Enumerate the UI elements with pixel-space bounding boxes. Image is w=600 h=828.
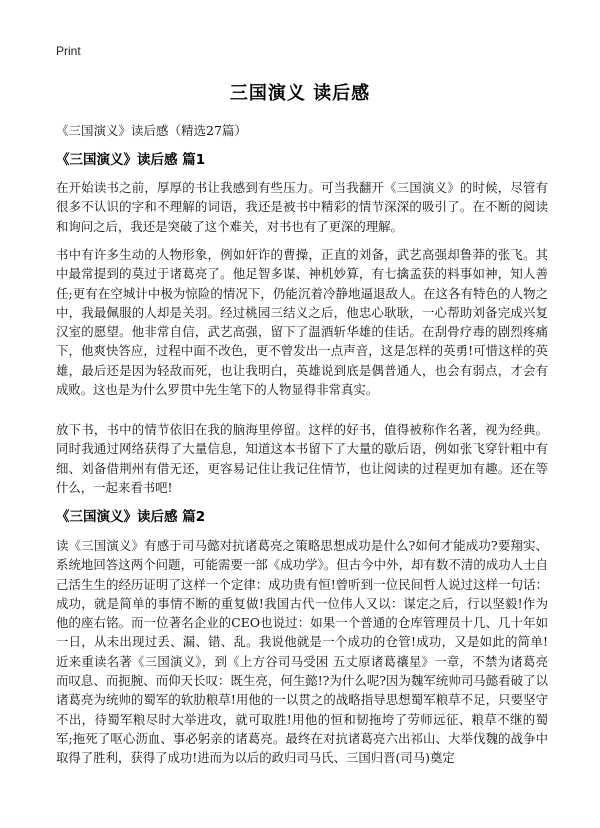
paragraph-1-2: 书中有许多生动的人物形象，例如奸诈的曹操，正直的刘备，武艺高强却鲁莽的张飞。其中最常提到的莫过于诸葛亮了。他足智多谋、神机妙算，有七擒孟获的料事如神，知人善任;更有在空城计中极为惊险的情况下，仍能沉着冷静地逼退敌人。在这各有特色的人物之中，我最佩服的人却是关羽。经过桃园三结义之后，他忠心耿耿，一心帮助刘备完成兴复汉室的愿望。他非常自信，武艺高强，留下了温酒斩华雄的佳话。在刮骨疗毒的剧烈疼痛下，他爽快答应，过程中面不改色，更不曾发出一点声音，这是怎样的英勇!可惜这样的英雄，最后还是因为轻敌而死，也让我明白，英雄说到底是偶普通人，也会有弱点，才会有成败。这也是为什么罗贯中先生笔下的人物显得非常真实。 — [56, 247, 548, 398]
paragraph-1-3: 放下书，书中的情节依旧在我的脑海里停留。这样的好书，值得被称作名著，视为经典。同时我通过网络获得了大量信息，知道这本书留下了大量的歇后语，例如张飞穿针粗中有细、刘备借荆州有借无还，更容易记住让我记住情节，也让阅读的过程更加有趣。还在等什么，一起来看书吧! — [56, 422, 548, 495]
paragraph-1-1: 在开始读书之前，厚厚的书让我感到有些压力。可当我翻开《三国演义》的时候，尽管有很多不认识的字和不理解的词语，我还是被书中精彩的情节深深的吸引了。在不断的阅读和询问之后，我还是突破了这个难关，对书也有了更深的理解。 — [56, 180, 548, 234]
section-heading-1: 《三国演义》读后感 篇1 — [56, 152, 206, 168]
paragraph-2-1: 读《三国演义》有感于司马懿对抗诸葛亮之策略思想成功是什么?如何才能成功?要翔实、系统地回答这两个问题，可能需要一部《成功学》。但古今中外，却有数不清的成功人士自己活生生的经历证明了这样一个定律：成功贵有恒!曾听到一位民间哲人说过这样一句话：成功，就是简单的事情不断的重复做!我国古代一位伟人又以：谋定之后，行以坚毅!作为他的座右铭。而一位著名企业的CEO也说过：如果一个普通的仓库管理员十几、几十年如一日，从未出现过丢、漏、错、乱。我说他就是一个成功的仓管!成功，又是如此的简单!近来重读名著《三国演义》，到《上方谷司马受困 五丈原诸葛禳星》一章，不禁为诸葛亮而叹息、而扼腕、而仰天长叹：既生亮，何生懿!?为什么呢?因为魏军统帅司马懿看破了以诸葛亮为统帅的蜀军的软肋粮草!用他的一以贯之的战略指导思想蜀军粮草不足，只要坚守不出，待蜀军粮尽时大举进攻，就可取胜!用他的恒和韧拖垮了劳师远征、粮草不继的蜀军;拖死了呕心沥血、事必躬亲的诸葛亮。最终在对抗诸葛亮六出祁山、大举伐魏的战争中取得了胜利，获得了成功!进而为以后的政归司马氏、三国归晋(司马)奠定 — [56, 538, 548, 766]
print-label: Print — [56, 44, 81, 58]
document-subtitle: 《三国演义》读后感（精选27篇） — [56, 123, 247, 138]
document-title: 三国演义 读后感 — [229, 83, 371, 104]
section-heading-2: 《三国演义》读后感 篇2 — [56, 509, 206, 525]
